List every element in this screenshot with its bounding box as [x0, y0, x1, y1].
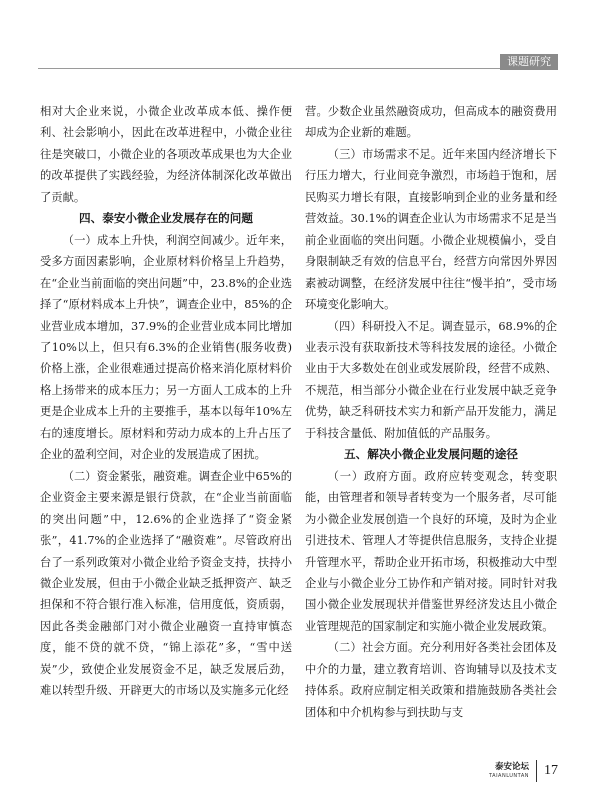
left-column [40, 101, 292, 702]
right-column [305, 101, 557, 723]
journal-name-en: TAIANLUNTAN [489, 773, 529, 779]
paragraph: （三）市场需求不足。近年来国内经济增长下行压力增大，行业间竞争激烈，市场趋于饱和，居民购买力增长有限，直接影响到企业的业务量和经营效益。30.1%的调查企业认为市场需求不足是当前企业面临的突出问题。小微企业规模偏小，受自身限制缺乏有效的信息平台，经营方向常因外界因素被动调整，在经济发展中往往“慢半拍”，受市场环境变化影响大。 [305, 147, 557, 312]
paragraph: （一）政府方面。政府应转变观念，转变职能，由管理者和领导者转变为一个服务者，尽可能为小微企业发展创造一个良好的环境，及时为企业引进技术、管理人才等提供信息服务，支持企业提升管理水平，帮助企业开拓市场，积极推动大中型企业与小微企业分工协作和产销对接。同时针对我国小微企业发展现状并借鉴世界经济发达且小微企业管理规范的国家制定和实施小微企业发展政策。 [305, 469, 557, 633]
paragraph: （四）科研投入不足。调查显示，68.9%的企业表示没有获取新技术等科技发展的途径。小微企业由于大多数处在创业或发展阶段，经营不成熟、不规范，相当部分小微企业在行业发展中缺乏竞争优势，缺乏科研技术实力和新产品开发能力，满足于科技含量低、附加值低的产品服务。 [305, 319, 557, 440]
header-rule [38, 68, 558, 69]
footer-divider [536, 760, 537, 782]
section-heading: 五、解决小微企业发展问题的途径 [344, 447, 518, 462]
section-tag: 课题研究 [500, 54, 558, 70]
journal-name-cn: 泰安论坛 [494, 762, 529, 772]
page-footer [489, 759, 558, 783]
paragraph: （一）成本上升快，利润空间减少。近年来，受多方面因素影响，企业原材料价格呈上升趋势，在“企业当前面临的突出问题”中，23.8%的企业选择了“原材料成本上升快”，调查企业中，85%的企业营业成本增加，37.9%的企业营业成本同比增加了10%以上，但只有6.3%的企业销售(服务收费)价格上涨，企业很难通过提高价格来消化原材料价格上扬带来的成本压力；另一方面人工成本的上升更是企业成本上升的主要推手，基本以每年10%左右的速度增长。原材料和劳动力成本的上升占压了企业的盈利空间，对企业的发展造成了困扰。 [40, 233, 292, 462]
section-heading: 四、泰安小微企业发展存在的问题 [79, 211, 253, 226]
paragraph: 相对大企业来说，小微企业改革成本低、操作便利、社会影响小，因此在改革进程中，小微企业往往是突破口，小微企业的各项改革成果也为大企业的改革提供了实践经验，为经济体制深化改革做出了贡献。 [40, 105, 292, 204]
paragraph: （二）社会方面。充分利用好各类社会团体及中介的力量，建立教育培训、咨询辅导以及技术支持体系。政府应制定相关政策和措施鼓励各类社会团体和中介机构参与到扶助与支 [305, 641, 557, 719]
page-number: 17 [544, 763, 558, 778]
journal-name [489, 762, 529, 780]
paragraph: （二）资金紧张，融资难。调查企业中65%的企业资金主要来源是银行贷款，在“企业当前面临的突出问题”中，12.6%的企业选择了“资金紧张”，41.7%的企业选择了“融资难”。尽管政府出台了一系列政策对小微企业给予资金支持，扶持小微企业发展，但由于小微企业缺乏抵押资产、缺乏担保和不符合银行准入标准，信用度低，资质弱，因此各类金融部门对小微企业融资一直持审慎态度，能不贷的就不贷，“锦上添花”多，“雪中送炭”少，致使企业发展资金不足，缺乏发展后劲，难以转型升级、开辟更大的市场以及实施多元化经 [40, 469, 292, 698]
paragraph: 营。少数企业虽然融资成功，但高成本的融资费用却成为企业新的难题。 [305, 105, 557, 140]
